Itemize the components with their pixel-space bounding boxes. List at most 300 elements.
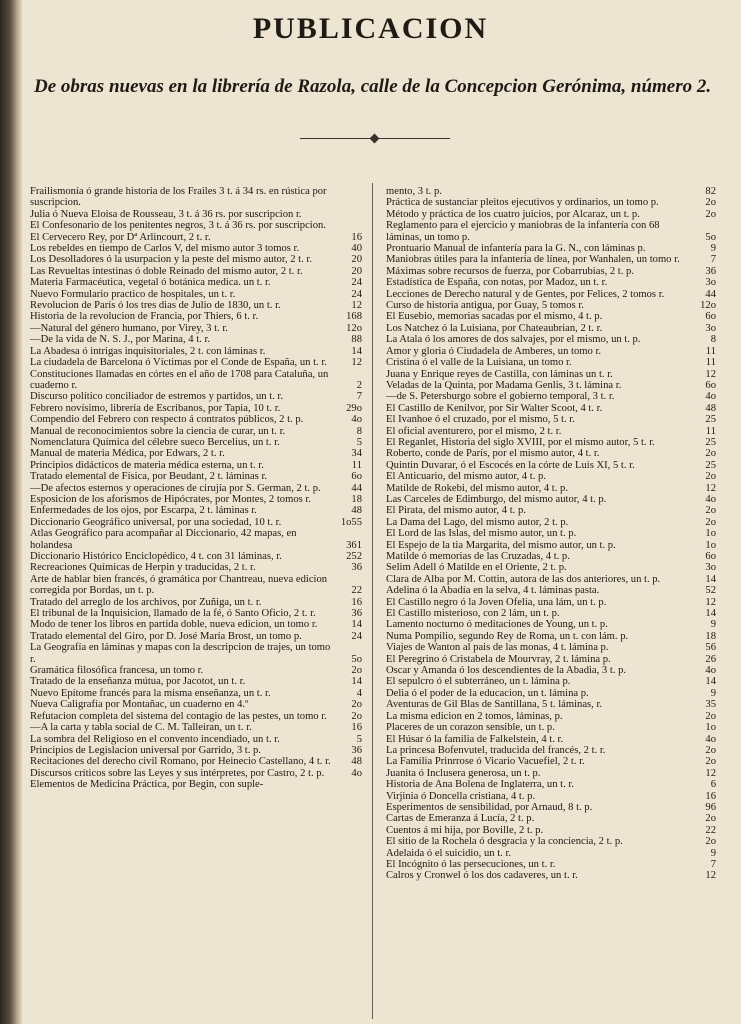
- catalog-entry: [386, 357, 716, 368]
- catalog-entry: [30, 232, 362, 243]
- entry-price: 2o: [705, 516, 716, 528]
- book-binding-edge: [0, 0, 22, 1024]
- entry-title: Las Revueltas intestinas ó doble Reinado del mismo autor, 2 t. r.: [30, 265, 303, 277]
- entry-price: 7: [356, 391, 362, 403]
- catalog-entry: [386, 437, 716, 448]
- entry-title: Clara de Alba por M. Cottin, autora de las dos anteriores, un t. p.: [386, 573, 661, 585]
- entry-price: 5o: [351, 653, 362, 665]
- entry-price: 12: [705, 596, 716, 608]
- catalog-entry: [386, 768, 716, 779]
- catalog-entry: [30, 471, 362, 482]
- catalog-entry: [30, 722, 362, 733]
- catalog-entry: [30, 631, 362, 642]
- entry-price: 2o: [705, 836, 716, 848]
- catalog-entry: [30, 494, 362, 505]
- entry-title: Numa Pompilio, segundo Rey de Roma, un t. con lám. p.: [386, 630, 629, 642]
- entry-title: El Ivanhoe ó el cruzado, por el mismo, 5 t. r.: [386, 414, 575, 426]
- entry-price: 12: [705, 767, 716, 779]
- catalog-entry: [30, 608, 362, 619]
- entry-price: 14: [705, 608, 716, 620]
- entry-title: Manual de reconocimientos sobre la ciencia de curar, un t. r.: [30, 425, 286, 437]
- catalog-entry: [386, 848, 716, 859]
- entry-title: La ciudadela de Barcelona ó Víctimas por el Conde de España, un t. r.: [30, 357, 327, 369]
- catalog-entry: [386, 277, 716, 288]
- entry-price: 24: [351, 288, 362, 300]
- entry-price: 3o: [705, 322, 716, 334]
- catalog-entry: [386, 870, 716, 881]
- entry-title: Virjinia ó Doncella cristiana, 4 t. p.: [386, 790, 536, 802]
- entry-title: Práctica de sustanciar pleitos ejecutivos y ordinarios, un tomo p.: [386, 197, 659, 209]
- entry-title: Principios de Legislacion universal por Garrido, 3 t. p.: [30, 744, 261, 756]
- catalog-entry: [386, 197, 716, 208]
- catalog-entry: [30, 676, 362, 687]
- entry-title: El Castillo negro ó la Joven Ofelia, una lám, un t. p.: [386, 596, 607, 608]
- entry-title: El Eusebio, memorias sacadas por el mismo, 4 t. p.: [386, 311, 603, 323]
- catalog-entry: [386, 734, 716, 745]
- entry-title: Estadística de España, con notas, por Madoz, un t. r.: [386, 277, 608, 289]
- entry-price: 11: [351, 459, 362, 471]
- catalog-entry: [30, 528, 362, 551]
- catalog-entry: [30, 391, 362, 402]
- catalog-entry: [30, 186, 362, 209]
- page-title: PUBLICACION: [252, 12, 489, 45]
- catalog-entry: [30, 745, 362, 756]
- catalog-entry: [386, 220, 716, 243]
- catalog-entry: [386, 802, 716, 813]
- catalog-entry: [386, 551, 716, 562]
- entry-title: Selim Adell ó Matilde en el Oriente, 2 t. p.: [386, 562, 567, 574]
- entry-title: Enfermedades de los ojos, por Escarpa, 2 t. láminas r.: [30, 505, 257, 517]
- catalog-entry: [30, 209, 362, 220]
- catalog-entry: [386, 642, 716, 653]
- rule-diamond: [370, 134, 380, 144]
- entry-price: 29o: [346, 402, 362, 414]
- entry-price: 12o: [700, 300, 716, 312]
- entry-price: 48: [351, 756, 362, 768]
- entry-title: Arte de hablar bien francés, ó gramática por Chantreau, nueva edicion corregida por Bordas, un t. p.: [30, 573, 328, 597]
- entry-title: El Lord de las Islas, del mismo autor, un t. p.: [386, 528, 577, 540]
- entry-title: Julia ó Nueva Eloisa de Rousseau, 3 t. á 36 rs. por suscripcion r.: [30, 208, 302, 220]
- entry-price: 5o: [705, 231, 716, 243]
- catalog-entry: [30, 448, 362, 459]
- entry-title: Adelina ó la Abadía en la selva, 4 t. láminas pasta.: [386, 585, 600, 597]
- entry-title: Esposicion de los aforismos de Hipócrates, por Montes, 2 tomos r.: [30, 493, 311, 505]
- entry-price: 44: [705, 288, 716, 300]
- catalog-entry: [386, 722, 716, 733]
- entry-title: Maniobras útiles para la infantería de línea, por Wanhalen, un tomo r.: [386, 254, 680, 266]
- entry-title: Historia de la revolucion de Francia, por Thiers, 6 t. r.: [30, 311, 259, 323]
- entry-title: El Pirata, del mismo autor, 4 t. p.: [386, 505, 526, 517]
- entry-title: Lecciones de Derecho natural y de Gentes, por Felices, 2 tomos r.: [386, 288, 665, 300]
- catalog-entry: [30, 357, 362, 368]
- entry-price: 4o: [705, 665, 716, 677]
- catalog-entry: [30, 311, 362, 322]
- catalog-entry: [30, 277, 362, 288]
- catalog-entry: [30, 562, 362, 573]
- entry-price: 1o: [705, 722, 716, 734]
- page-subtitle: De obras nuevas en la librería de Razola, calle de la Concepcion Gerónima, número 2.: [34, 76, 712, 97]
- entry-price: 9: [710, 847, 716, 859]
- entry-price: 7: [710, 254, 716, 266]
- catalog-entry: [386, 266, 716, 277]
- left-column: [30, 186, 362, 791]
- entry-title: La princesa Bofenvutel, traducida del francés, 2 t. r.: [386, 744, 606, 756]
- entry-price: 12: [705, 368, 716, 380]
- catalog-entry: [30, 768, 362, 779]
- entry-price: 5: [356, 733, 362, 745]
- entry-price: 9: [710, 619, 716, 631]
- entry-title: Diccionario Geográfico universal, por una sociedad, 10 t. r.: [30, 516, 282, 528]
- ornamental-rule: [300, 135, 450, 143]
- entry-price: 22: [705, 824, 716, 836]
- entry-price: 26: [705, 653, 716, 665]
- entry-title: Discurso político conciliador de estremos y partidos, un t. r.: [30, 391, 284, 403]
- entry-title: El sepulcro ó el subterráneo, un t. lámina p.: [386, 676, 571, 688]
- catalog-entry: [386, 323, 716, 334]
- entry-price: 6o: [705, 311, 716, 323]
- entry-price: 24: [351, 277, 362, 289]
- entry-title: El oficial aventurero, por el mismo, 2 t. r.: [386, 425, 562, 437]
- entry-title: Diccionario Histórico Enciclopédico, 4 t. con 31 láminas, r.: [30, 551, 282, 562]
- entry-price: 6: [710, 779, 716, 791]
- entry-title: Oscar y Amanda ó los descendientes de la Abadia, 3 t. p.: [386, 665, 627, 677]
- catalog-entry: [30, 437, 362, 448]
- entry-title: mento, 3 t. p.: [386, 186, 442, 197]
- entry-price: 12: [705, 870, 716, 882]
- entry-title: Método y práctica de los cuatro juicios, por Alcaraz, un t. p.: [386, 208, 640, 220]
- catalog-entry: [30, 574, 362, 597]
- catalog-entry: [386, 688, 716, 699]
- entry-price: 2o: [351, 665, 362, 677]
- entry-title: El Peregrino ó Cristabela de Mourvray, 2 t. lámina p.: [386, 653, 611, 665]
- catalog-entry: [386, 254, 716, 265]
- catalog-entry: [30, 517, 362, 528]
- catalog-entry: [386, 380, 716, 391]
- entry-price: 34: [351, 448, 362, 460]
- entry-title: Tratado del arreglo de los archivos, por Zuñiga, un t. r.: [30, 596, 262, 608]
- catalog-entry: [386, 471, 716, 482]
- catalog-entry: [386, 494, 716, 505]
- catalog-entry: [30, 505, 362, 516]
- catalog-entry: [30, 711, 362, 722]
- entry-price: 16: [351, 722, 362, 734]
- entry-title: Discursos críticos sobre las Leyes y sus intérpretes, por Castro, 2 t. p.: [30, 767, 325, 779]
- entry-title: El Reganlet, Historia del siglo XVIII, por el mismo autor, 5 t. r.: [386, 436, 655, 448]
- entry-title: Esperimentos de sensibilidad, por Arnaud, 8 t. p.: [386, 801, 593, 813]
- entry-title: Viajes de Wanton al pais de las monas, 4 t. lámina p.: [386, 642, 609, 654]
- catalog-entry: [30, 254, 362, 265]
- entry-price: 16: [351, 231, 362, 243]
- entry-price: 20: [351, 254, 362, 266]
- entry-title: Atlas Geográfico para acompañar al Diccionario, 42 mapas, en holandesa: [30, 528, 297, 551]
- catalog-entry: [30, 426, 362, 437]
- catalog-entry: [30, 403, 362, 414]
- entry-price: 2o: [351, 710, 362, 722]
- entry-title: Placeres de un corazon sensible, un t. p.: [386, 722, 555, 734]
- entry-title: Modo de tener los libros en partida doble, nueva edicion, un tomo r.: [30, 619, 318, 631]
- catalog-entry: [30, 323, 362, 334]
- entry-price: 36: [705, 265, 716, 277]
- entry-price: 7: [710, 858, 716, 870]
- entry-price: 2o: [705, 505, 716, 517]
- catalog-entry: [386, 369, 716, 380]
- entry-title: La Atala ó los amores de dos salvajes, por el mismo, un t. p.: [386, 334, 641, 346]
- catalog-entry: [30, 551, 362, 562]
- entry-title: El Espejo de la tia Margarita, del mismo autor, un t. p.: [386, 539, 616, 551]
- entry-title: Elementos de Medicina Práctica, por Begin, con suple-: [30, 779, 264, 791]
- catalog-entry: [386, 391, 716, 402]
- catalog-entry: [30, 619, 362, 630]
- catalog-entry: [386, 540, 716, 551]
- entry-price: 56: [705, 642, 716, 654]
- entry-title: Tratado elemental del Giro, por D. José María Brost, un tomo p.: [30, 630, 302, 642]
- entry-price: 25: [705, 459, 716, 471]
- entry-title: Febrero novísimo, librería de Escribanos, por Tapia, 10 t. r.: [30, 402, 281, 414]
- catalog-entry: [386, 597, 716, 608]
- catalog-entry: [386, 585, 716, 596]
- entry-price: 25: [705, 414, 716, 426]
- entry-price: 44: [351, 482, 362, 494]
- catalog-entry: [30, 665, 362, 676]
- catalog-entry: [30, 779, 362, 790]
- catalog-entry: [30, 642, 362, 665]
- entry-title: Manual de materia Médica, por Edwars, 2 t. r.: [30, 448, 225, 460]
- entry-title: Adelaida ó el suicidio, un t. r.: [386, 847, 512, 859]
- entry-title: Máximas sobre recursos de fuerza, por Cobarrubias, 2 t. p.: [386, 265, 634, 277]
- entry-price: 1o: [705, 528, 716, 540]
- entry-price: 6o: [351, 471, 362, 483]
- entry-price: 1o: [705, 539, 716, 551]
- entry-price: 2o: [705, 471, 716, 483]
- catalog-entry: [386, 699, 716, 710]
- entry-title: El Incógnito ó las persecuciones, un t. r.: [386, 858, 556, 870]
- entry-price: 14: [705, 676, 716, 688]
- entry-title: Tratado elemental de Física, por Beudant, 2 t. láminas r.: [30, 471, 268, 483]
- catalog-entry: [386, 813, 716, 824]
- catalog-entry: [386, 403, 716, 414]
- entry-price: 2o: [705, 208, 716, 220]
- entry-title: La Abadesa ó intrigas inquisitoriales, 2 t. con láminas r.: [30, 345, 266, 357]
- entry-title: Prontuario Manual de infantería para la G. N., con láminas p.: [386, 243, 646, 255]
- catalog-entry: [30, 334, 362, 345]
- entry-price: 25: [705, 436, 716, 448]
- entry-title: El sitio de la Rochela ó desgracia y la conciencia, 2 t. p.: [386, 836, 623, 848]
- entry-price: 24: [351, 630, 362, 642]
- catalog-entry: [386, 243, 716, 254]
- entry-title: Nomenclatura Química del célebre sueco Bercelius, un t. r.: [30, 436, 280, 448]
- entry-price: 14: [705, 573, 716, 585]
- entry-title: Lamento nocturno ó meditaciones de Young, un t. p.: [386, 619, 608, 631]
- entry-price: 2o: [705, 448, 716, 460]
- catalog-entry: [386, 562, 716, 573]
- entry-title: Historia de Ana Bolena de Inglaterra, un t. r.: [386, 779, 574, 791]
- entry-title: Veladas de la Quinta, por Madama Genlis, 3 t. lámina r.: [386, 379, 622, 391]
- entry-title: El Anticuario, del mismo autor, 4 t. p.: [386, 471, 546, 483]
- entry-title: Los Desolladores ó la usurpacion y la peste del mismo autor, 2 t. r.: [30, 254, 313, 266]
- entry-title: Frailismonía ó grande historia de los Frailes 3 t. á 34 rs. en rústica por suscripcion.: [30, 186, 327, 209]
- entry-price: 36: [351, 608, 362, 620]
- catalog-entry: [386, 483, 716, 494]
- entry-price: 16: [705, 790, 716, 802]
- entry-price: 2o: [705, 197, 716, 209]
- entry-title: —De afectos esternos y operaciones de cirujía por S. German, 2 t. p.: [30, 482, 321, 494]
- entry-title: Recitaciones del derecho civil Romano, por Heinecio Castellano, 4 t. r.: [30, 756, 331, 768]
- catalog-entry: [386, 311, 716, 322]
- entry-title: La Familia Prinrrose ó Vicario Vacuefiel, 2 t. r.: [386, 756, 585, 768]
- entry-title: El Cervecero Rey, por Dª Arlincourt, 2 t. r.: [30, 231, 211, 243]
- entry-title: Revolucion de París ó los tres dias de Julio de 1830, un t. r.: [30, 300, 281, 312]
- entry-price: 22: [351, 585, 362, 597]
- entry-title: Matilde de Rokebi, del mismo autor, 4 t. p.: [386, 482, 568, 494]
- entry-title: —de S. Petersburgo sobre el gobierno temporal, 3 t. r.: [386, 391, 615, 403]
- catalog-entry: [386, 517, 716, 528]
- catalog-entry: [30, 414, 362, 425]
- catalog-entry: [386, 745, 716, 756]
- entry-price: 52: [705, 585, 716, 597]
- catalog-entry: [386, 186, 716, 197]
- catalog-entry: [30, 483, 362, 494]
- entry-price: 4o: [705, 391, 716, 403]
- entry-price: 40: [351, 243, 362, 255]
- entry-price: 2o: [705, 744, 716, 756]
- entry-title: Amor y gloria ó Ciudadela de Amberes, un tomo r.: [386, 345, 602, 357]
- entry-price: 18: [351, 493, 362, 505]
- entry-price: 88: [351, 334, 362, 346]
- catalog-entry: [386, 859, 716, 870]
- entry-title: Nueva Caligrafía por Montañac, un cuaderno en 4.º: [30, 699, 249, 711]
- entry-title: Cuentos á mi hija, por Boville, 2 t. p.: [386, 824, 544, 836]
- catalog-entry: [30, 369, 362, 392]
- entry-price: 4o: [705, 493, 716, 505]
- catalog-entry: [386, 619, 716, 630]
- entry-title: Juanita ó Inclusera generosa, un t. p.: [386, 767, 541, 779]
- entry-price: 14: [351, 345, 362, 357]
- entry-title: La misma edicion en 2 tomos, láminas, p.: [386, 710, 563, 722]
- catalog-entry: [386, 665, 716, 676]
- catalog-entry: [30, 346, 362, 357]
- catalog-entry: [386, 528, 716, 539]
- entry-price: 1o55: [340, 516, 362, 528]
- entry-title: Cartas de Emeranza á Lucía, 2 t. p.: [386, 813, 535, 825]
- entry-title: Roberto, conde de París, por el mismo autor, 4 t. r.: [386, 448, 600, 460]
- entry-price: 36: [351, 744, 362, 756]
- entry-price: 48: [351, 505, 362, 517]
- entry-title: Cristina ó el valle de la Luisiana, un tomo r.: [386, 357, 572, 369]
- entry-title: Materia Farmacéutica, vegetal ó botánica medica. un t. r.: [30, 277, 271, 289]
- entry-title: Compendio del Febrero con respecto á contratos públicos, 2 t. p.: [30, 414, 304, 426]
- catalog-entry: [30, 699, 362, 710]
- entry-price: 82: [705, 186, 716, 197]
- entry-title: El Confesonario de los penitentes negros, 3 t. á 36 rs. por suscripcion.: [30, 220, 326, 232]
- catalog-entry: [30, 220, 362, 231]
- catalog-entry: [386, 836, 716, 847]
- catalog-entry: [386, 711, 716, 722]
- entry-title: Nuevo Formulario practico de hospitales, un t. r.: [30, 288, 236, 300]
- entry-title: Constituciones llamadas en córtes en el año de 1708 para Cataluña, un cuaderno r.: [30, 368, 329, 391]
- catalog-entry: [386, 791, 716, 802]
- entry-price: 12: [351, 357, 362, 369]
- entry-price: 5: [356, 436, 362, 448]
- catalog-entry: [386, 334, 716, 345]
- entry-price: 2o: [705, 813, 716, 825]
- column-divider: [372, 183, 373, 1019]
- entry-title: Las Carceles de Edimburgo, del mismo autor, 4 t. p.: [386, 493, 607, 505]
- catalog-entry: [386, 448, 716, 459]
- catalog-entry: [386, 676, 716, 687]
- entry-price: 2: [356, 379, 362, 391]
- right-column: [386, 186, 716, 882]
- catalog-entry: [30, 597, 362, 608]
- entry-title: Reglamento para el ejercicio y maniobras de la infantería con 68 láminas, un tomo p.: [386, 220, 660, 243]
- entry-price: 6o: [705, 551, 716, 562]
- entry-title: El Húsar ó la familia de Falkelstein, 4 t. r.: [386, 733, 564, 745]
- catalog-entry: [30, 300, 362, 311]
- entry-title: Gramática filosófica francesa, un tomo r.: [30, 665, 204, 677]
- entry-title: La sombra del Religioso en el convento incendiado, un t. r.: [30, 733, 280, 745]
- entry-price: 2o: [351, 699, 362, 711]
- entry-price: 2o: [705, 756, 716, 768]
- entry-title: Los rebeldes en tiempo de Carlos V, del mismo autor 3 tomos r.: [30, 243, 300, 255]
- entry-price: 2o: [705, 710, 716, 722]
- entry-price: 3o: [705, 277, 716, 289]
- entry-price: 12: [705, 482, 716, 494]
- entry-price: 11: [705, 357, 716, 369]
- entry-price: 12o: [346, 322, 362, 334]
- catalog-entry: [386, 631, 716, 642]
- entry-title: —Natural del género humano, por Virey, 3 t. r.: [30, 322, 228, 334]
- entry-title: El Castillo de Kenilvor, por Sir Walter Scoot, 4 t. r.: [386, 402, 603, 414]
- catalog-entry: [30, 460, 362, 471]
- catalog-entry: [386, 654, 716, 665]
- entry-title: El tribunal de la Inquisicion, llamado de la fé, ó Santo Oficio, 2 t. r.: [30, 608, 316, 620]
- entry-title: La Dama del Lago, del mismo autor, 2 t. p.: [386, 516, 569, 528]
- entry-title: Refutacion completa del sistema del contagio de las pestes, un tomo r.: [30, 710, 327, 722]
- entry-title: El Castillo misterioso, con 2 lám, un t. p.: [386, 608, 560, 620]
- entry-title: Los Natchez ó la Luisiana, por Chateaubrian, 2 t. r.: [386, 322, 603, 334]
- catalog-entry: [30, 756, 362, 767]
- entry-price: 11: [705, 345, 716, 357]
- entry-price: 14: [351, 619, 362, 631]
- entry-price: 9: [710, 687, 716, 699]
- catalog-entry: [386, 825, 716, 836]
- entry-price: 6o: [705, 379, 716, 391]
- entry-title: Curso de historia antigua, por Guay, 5 tomos r.: [386, 300, 584, 312]
- catalog-entry: [386, 289, 716, 300]
- entry-price: 48: [705, 402, 716, 414]
- catalog-entry: [386, 505, 716, 516]
- catalog-entry: [386, 346, 716, 357]
- entry-price: 4o: [351, 767, 362, 779]
- entry-title: Quintin Duvarar, ó el Escocés en la córte de Luis XI, 5 t. r.: [386, 459, 635, 471]
- catalog-entry: [30, 688, 362, 699]
- entry-title: Juana y Enrique reyes de Castilla, con láminas un t. r.: [386, 368, 613, 380]
- entry-price: 361: [346, 539, 362, 551]
- catalog-entry: [386, 756, 716, 767]
- catalog-entry: [30, 266, 362, 277]
- catalog-entry: [30, 734, 362, 745]
- entry-price: 168: [346, 311, 362, 323]
- catalog-entry: [386, 414, 716, 425]
- catalog-entry: [386, 209, 716, 220]
- entry-title: —A la carta y tabla social de C. M. Talleiran, un t. r.: [30, 722, 252, 734]
- entry-price: 35: [705, 699, 716, 711]
- entry-title: Delia ó el poder de la educacion, un t. lámina p.: [386, 687, 589, 699]
- entry-price: 252: [346, 551, 362, 562]
- catalog-entry: [386, 300, 716, 311]
- catalog-entry: [386, 608, 716, 619]
- entry-price: 20: [351, 265, 362, 277]
- entry-price: 12: [351, 300, 362, 312]
